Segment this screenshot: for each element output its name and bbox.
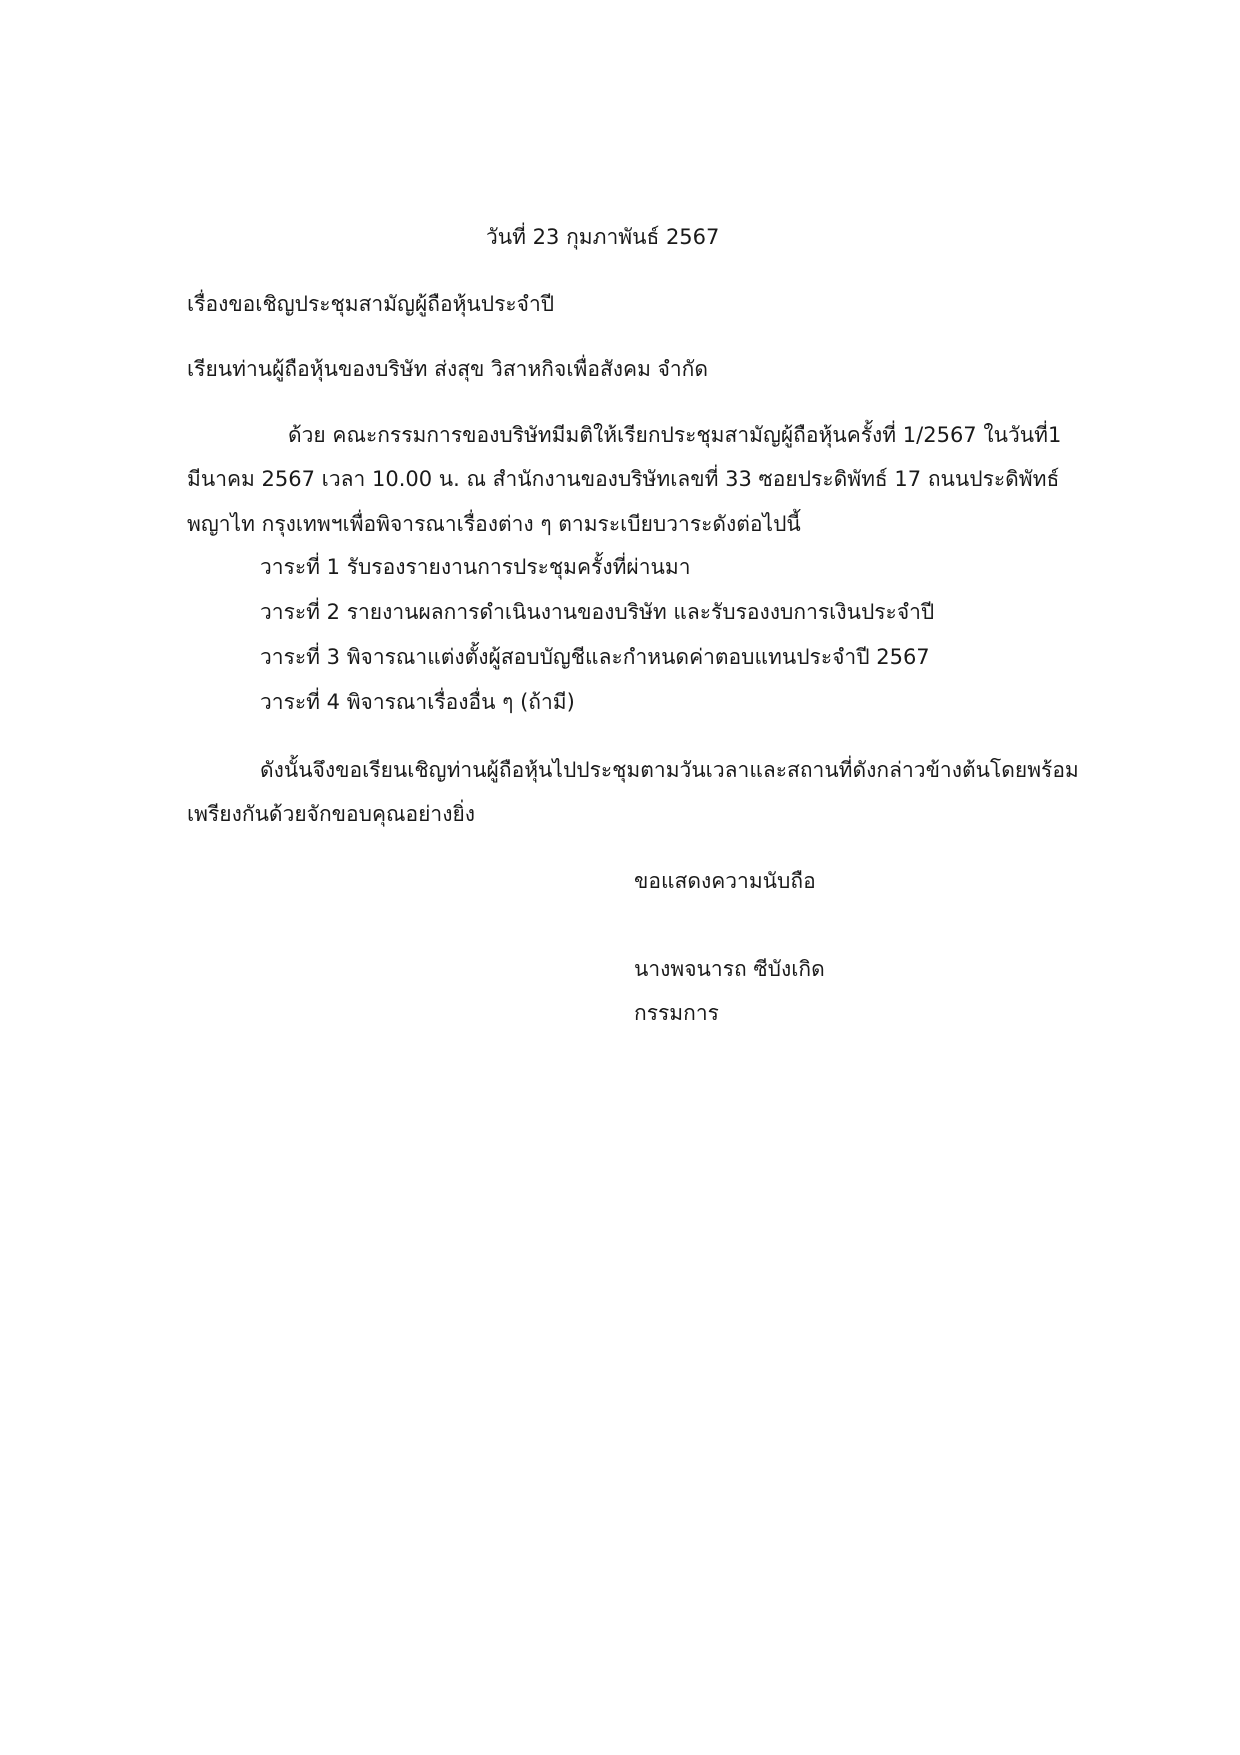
letter-recipient: เรียนท่านผู้ถือหุ้นของบริษัท ส่งสุข วิสาหกิจเพื่อสังคม จำกัด — [187, 357, 709, 381]
letter-date: วันที่ 23 กุมภาพันธ์ 2567 — [486, 225, 720, 249]
letter-subject: เรื่องขอเชิญประชุมสามัญผู้ถือหุ้นประจำปี — [187, 292, 555, 316]
agenda-item: วาระที่ 4 พิจารณาเรื่องอื่น ๆ (ถ้ามี) — [260, 690, 575, 714]
body-paragraph-line-3: พญาไท กรุงเทพฯเพื่อพิจารณาเรื่องต่าง ๆ ตามระเบียบวาระดังต่อไปนี้ — [187, 512, 801, 536]
signer-title: กรรมการ — [634, 1001, 719, 1025]
agenda-item: วาระที่ 2 รายงานผลการดำเนินงานของบริษัท และรับรองงบการเงินประจำปี — [260, 600, 935, 624]
agenda-item: วาระที่ 1 รับรองรายงานการประชุมครั้งที่ผ่านมา — [260, 555, 691, 579]
body-paragraph-line-1: ด้วย คณะกรรมการของบริษัทมีมติให้เรียกประชุมสามัญผู้ถือหุ้นครั้งที่ 1/2567 ในวันที่1 — [288, 423, 1062, 447]
agenda-list — [260, 552, 934, 732]
body-paragraph-line-2: มีนาคม 2567 เวลา 10.00 น. ณ สำนักงานของบริษัทเลขที่ 33 ซอยประดิพัทธ์ 17 ถนนประดิพัทธ์ — [187, 467, 1060, 491]
signer-name: นางพจนารถ ซีบังเกิด — [634, 957, 825, 981]
closing-paragraph-line-1: ดังนั้นจึงขอเรียนเชิญท่านผู้ถือหุ้นไปประชุมตามวันเวลาและสถานที่ดังกล่าวข้างต้นโดยพร้อม — [260, 758, 1079, 782]
closing-paragraph-line-2: เพรียงกันด้วยจักขอบคุณอย่างยิ่ง — [187, 802, 476, 826]
agenda-item: วาระที่ 3 พิจารณาแต่งตั้งผู้สอบบัญชีและกำหนดค่าตอบแทนประจำปี 2567 — [260, 645, 930, 669]
regards-text: ขอแสดงความนับถือ — [634, 869, 816, 893]
